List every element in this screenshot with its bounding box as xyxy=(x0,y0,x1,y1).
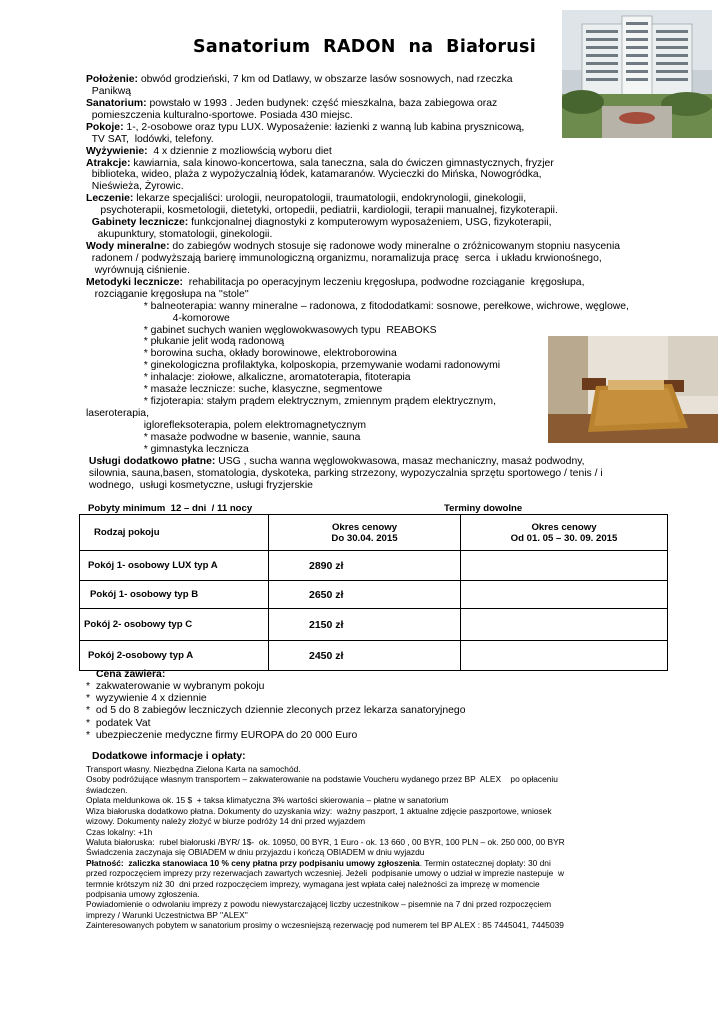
extra-info-line-text: Transport własny. Niezbędna Zielona Karta na samochód. xyxy=(86,764,301,774)
description-line xyxy=(86,229,272,241)
description-line-text: wyrównują ciśnienie. xyxy=(86,264,190,276)
price-value-2 xyxy=(461,641,668,671)
extra-info-line xyxy=(86,837,565,847)
extra-info-line xyxy=(86,910,248,920)
description-line-text: Panikwą xyxy=(86,85,132,97)
description-line-text: psychoterapii, kosmetologii, dietetyki, ortopedii, pediatrii, kardiologii, terapii manualnej, fizykoterapii. xyxy=(86,205,558,217)
extra-info-line-text: Świadczenia zaczynaja się OBIADEM w dniu przyjazdu i kończą OBIADEM w dniu wyjazdu xyxy=(86,847,425,858)
page-title: Sanatorium RADON na Białorusi xyxy=(193,37,537,57)
description-line xyxy=(86,134,214,146)
description-line-text: akupunktury, stomatologii, ginekologii. xyxy=(86,229,273,241)
price-value-2 xyxy=(461,609,668,641)
description-line xyxy=(86,408,149,420)
description-line xyxy=(86,98,497,110)
description-line xyxy=(86,241,620,253)
room-type: Pokój 2-osobowy typ A xyxy=(80,641,269,671)
description-line-text: iglorefleksoterapia, polem elektromagnetycznym xyxy=(86,419,367,431)
description-line xyxy=(86,193,526,205)
price-value: 2890 zł xyxy=(269,551,461,581)
description-line xyxy=(86,396,496,408)
extra-info-line xyxy=(86,868,564,878)
description-line xyxy=(86,325,437,337)
description-line-label: Pokoje: xyxy=(86,121,124,133)
room-type: Pokój 1- osobowy LUX typ A xyxy=(80,551,269,581)
description-line-text: pomieszczenia kulturalno-sportowe. Posiada 430 miejsc. xyxy=(86,109,353,121)
description-line xyxy=(86,432,360,444)
description-line-text: Nieświeża, Żyrowic. xyxy=(86,181,184,193)
description-line-text: radonem / podwyższają barierę immunologiczną organizmu, noramalizuja pracę serca i układu krwionośnego, xyxy=(86,252,602,264)
extra-info-line-text: świadczen. xyxy=(86,784,128,795)
description-line xyxy=(86,181,184,193)
description-line xyxy=(86,277,584,289)
sanatorium-building-photo xyxy=(562,10,712,138)
extra-info-line-text: przed rozpoczęciem imprezy przy rezerwacjach zawartych wczesniej. Jeżeli podpisanie umowy o udział w imprezie nastepuje w xyxy=(86,868,565,879)
description-line xyxy=(86,158,554,170)
price-includes-title: Cena zawiera: xyxy=(96,669,166,680)
extra-info-line-text: Waluta białoruska: rubel białoruski /BYR/ 1$- ok. 10950, 00 BYR, 1 Euro - ok. 13 660 , 00 BYR, 100 PLN – ok. 250 000, 00 BYR xyxy=(86,836,565,847)
description-line-label: Wyżywienie: xyxy=(86,145,148,157)
extra-info-line xyxy=(86,889,200,899)
description-line-text: * masaże lecznicze: suche, klasyczne, segmentowe xyxy=(86,384,383,396)
description-line xyxy=(86,122,524,134)
price-table xyxy=(79,514,668,671)
extra-info-title: Dodatkowe informacje i opłaty: xyxy=(92,751,246,762)
description-line-text: funkcjonalnej diagnostyki z komputerowym wyposażeniem, USG, fizykoterapii, xyxy=(188,217,552,229)
description-line-label: Atrakcje: xyxy=(86,157,131,169)
extra-info-line-text: . Termin ostatecznej dopłaty: 30 dni xyxy=(419,857,551,868)
extra-info-line-text: Osoby podróżujące własnym transportem – zakwaterowanie na podstawie Voucheru wydanego przez BP ALEX po opłaceniu xyxy=(86,774,558,785)
stays-terms: Terminy dowolne xyxy=(444,503,523,514)
header-period-2: Okres cenowy Od 01. 05 – 30. 09. 2015 xyxy=(461,515,668,551)
description-line xyxy=(86,468,603,480)
price-includes-item: * od 5 do 8 zabiegów leczniczych dziennie zleconych przez lekarza sanatoryjnego xyxy=(86,705,466,717)
extra-info-line xyxy=(86,764,301,774)
extra-info-line xyxy=(86,827,152,837)
description-line-text: * masaże podwodne w basenie, wannie, sauna xyxy=(86,431,361,443)
extra-info-line-text: termnie krótszym niż 30 dni przed rozpoczęciem imprezy, wymagana jest wpłata całej należności za imprezę w momencie xyxy=(86,878,540,889)
description-line-text: do zabiegów wodnych stosuje się radonowe wody mineralne o zróżnicowanym stopniu nasycenia xyxy=(169,241,621,253)
description-line xyxy=(86,480,313,492)
description-line-text: wodnego, usługi kosmetyczne, usługi fryzjerskie xyxy=(86,479,313,491)
description-line xyxy=(86,169,542,181)
description-line-label: Metodyki lecznicze: xyxy=(86,276,184,288)
extra-info-line-text: Zainteresowanych pobytem w sanatorium prosimy o wczesniejszą rezerwację pod numerem tel BP ALEX : 85 7445041, 7445039 xyxy=(86,920,564,931)
description-line xyxy=(86,289,249,301)
extra-info-line xyxy=(86,858,551,868)
table-row xyxy=(80,641,668,671)
extra-info-line xyxy=(86,774,558,784)
description-line-text: rozciąganie kręgosłupa na ''stole'' xyxy=(86,288,249,300)
description-line-text: * fizjoterapia: stałym prądem elektrycznym, zmiennym prądem elektrycznym, xyxy=(86,396,496,408)
description-line xyxy=(86,444,249,456)
description-line-text: kawiarnia, sala kinowo-koncertowa, sala taneczna, sala do ćwiczen gimnastycznych, fryzjer xyxy=(130,157,554,169)
description-line xyxy=(86,217,551,229)
description-line-text: laseroterapia, xyxy=(86,408,149,420)
description-line-text: TV SAT, lodówki, telefony. xyxy=(86,133,214,145)
description-line-text: 4 x dziennie z mozliowścią wyboru diet xyxy=(147,145,332,157)
table-row xyxy=(80,609,668,641)
room-type: Pokój 2- osobowy typ C xyxy=(80,609,269,641)
extra-info-line xyxy=(86,899,551,909)
extra-info-line-text: imprezy / Warunki Uczestnictwa BP ''ALEX'' xyxy=(86,909,248,920)
description-line-label: Wody mineralne: xyxy=(86,241,170,253)
description-line-label: Sanatorium: xyxy=(86,97,147,109)
description-line-text: * inhalacje: ziołowe, alkaliczne, aromatoterapia, fitoterapia xyxy=(86,372,411,384)
description-line-label: Usługi dodatkowo płatne: xyxy=(86,455,216,467)
description-line xyxy=(86,265,190,277)
price-includes-item: * ubezpieczenie medyczne firmy EUROPA do 20 000 Euro xyxy=(86,729,358,741)
description-line xyxy=(86,313,230,325)
extra-info-line xyxy=(86,879,540,889)
price-value: 2150 zł xyxy=(269,609,461,641)
price-value-2 xyxy=(461,551,668,581)
extra-info-line-text: Powiadomienie o odwolaniu imprezy z powodu niewystarczającej liczby uczestnikow – pisemnie na 7 dni przed rozpoczęciem xyxy=(86,899,552,910)
description-line-text: silownia, sauna,basen, stomatologia, dyskoteka, parking strzezony, wypozyczalnia sprzętu sportowego / tenis / i xyxy=(86,467,603,479)
description-line xyxy=(86,348,397,360)
description-line-text: * gabinet suchych wanien węglowokwasowych typu REABOKS xyxy=(86,324,437,336)
extra-info-line xyxy=(86,806,552,816)
room-type: Pokój 1- osobowy typ B xyxy=(80,581,269,609)
description-line xyxy=(86,205,558,217)
extra-info-line xyxy=(86,785,127,795)
price-includes-item: * zakwaterowanie w wybranym pokoju xyxy=(86,681,265,692)
description-line xyxy=(86,456,585,468)
description-line-text: * gimnastyka lecznicza xyxy=(86,443,249,455)
extra-info-line xyxy=(86,847,424,857)
description-line xyxy=(86,336,284,348)
description-line-text: * balneoterapia: wanny mineralne – radonowa, z fitododatkami: sosnowe, perełkowe, wichrowe, węglowe, xyxy=(86,300,629,312)
description-line xyxy=(86,384,382,396)
description-line-label: Gabinety lecznicze: xyxy=(86,217,189,229)
description-line-label: Leczenie: xyxy=(86,193,134,205)
description-line xyxy=(86,86,131,98)
table-row xyxy=(80,581,668,609)
description-line-text: obwód grodzieński, 7 km od Datlawy, w obszarze lasów sosnowych, nad rzeczka xyxy=(137,74,513,85)
description-line-text: lekarze specjaliści: urologii, neuropatologii, traumatologii, endokrynologii, ginekologii, xyxy=(133,193,527,205)
price-value-2 xyxy=(461,581,668,609)
table-row xyxy=(80,551,668,581)
description-line-text: 4-komorowe xyxy=(86,312,230,324)
extra-info-line xyxy=(86,816,365,826)
extra-info-line-text: Wiza białoruska dodatkowo płatna. Dokumenty do uzyskania wizy: ważny paszport, 1 aktualne zdjęcie paszportowe, wniosek xyxy=(86,805,552,816)
stays-minimum: Pobyty minimum 12 – dni / 11 nocy xyxy=(88,503,253,514)
description-line xyxy=(86,372,411,384)
price-includes-item: * podatek Vat xyxy=(86,717,151,729)
description-line xyxy=(86,360,500,372)
extra-info-line-label: Płatność: zaliczka stanowiaca 10 % ceny płatna przy podpisaniu umowy zgłoszenia xyxy=(86,857,420,868)
description-line-text: * ginekologiczna profilaktyka, kolposkopia, przemywanie wodami radonowymi xyxy=(86,360,501,372)
room-photo xyxy=(548,336,718,443)
description-line-text: 1-, 2-osobowe oraz typu LUX. Wyposażenie: łazienki z wanną lub kabina prysznicową, xyxy=(123,121,525,133)
extra-info-line-text: podpisania umowy zgłoszenia. xyxy=(86,889,200,900)
extra-info-line-text: wizowy. Dokumenty należy złożyć w biurze podróży 14 dni przed wyjazdem xyxy=(86,816,366,827)
description-line-text: rehabilitacja po operacyjnym leczeniu kręgosłupa, podwodne rozciąganie kręgosłupa, xyxy=(183,276,585,288)
extra-info-line xyxy=(86,920,564,930)
description-line-text: * płukanie jelit wodą radonową xyxy=(86,336,285,348)
description-line-text: powstało w 1993 . Jeden budynek: część mieszkalna, baza zabiegowa oraz xyxy=(146,97,498,109)
price-includes-item: * wyzywienie 4 x dziennie xyxy=(86,693,207,705)
extra-info-line-text: Oplata meldunkowa ok. 15 $ + taksa klimatyczna 3% wartości skierowania – płatne w sanatorium xyxy=(86,795,449,806)
description-line xyxy=(86,253,602,265)
price-value: 2450 zł xyxy=(269,641,461,671)
price-table-header xyxy=(80,515,668,551)
header-period-1: Okres cenowy Do 30.04. 2015 xyxy=(269,515,461,551)
description-line xyxy=(86,74,513,86)
description-line-text: biblioteka, wideo, plaża z wypożyczalnią łódek, katamaranów. Wycieczki do Mińska, Nowogródka, xyxy=(86,169,542,181)
description-line-text: * borowina sucha, okłady borowinowe, elektroborowina xyxy=(86,348,397,360)
description-line xyxy=(86,110,353,122)
description-line xyxy=(86,420,366,432)
description-line xyxy=(86,146,332,158)
description-line-text: USG , sucha wanna węglowokwasowa, masaz mechaniczny, masaż podwodny, xyxy=(215,455,585,467)
description-line-label: Położenie: xyxy=(86,74,138,85)
extra-info-line-text: Czas lokalny: +1h xyxy=(86,826,153,837)
extra-info-line xyxy=(86,795,448,805)
description-line xyxy=(86,301,629,313)
price-value: 2650 zł xyxy=(269,581,461,609)
header-room-type: Rodzaj pokoju xyxy=(80,515,269,551)
